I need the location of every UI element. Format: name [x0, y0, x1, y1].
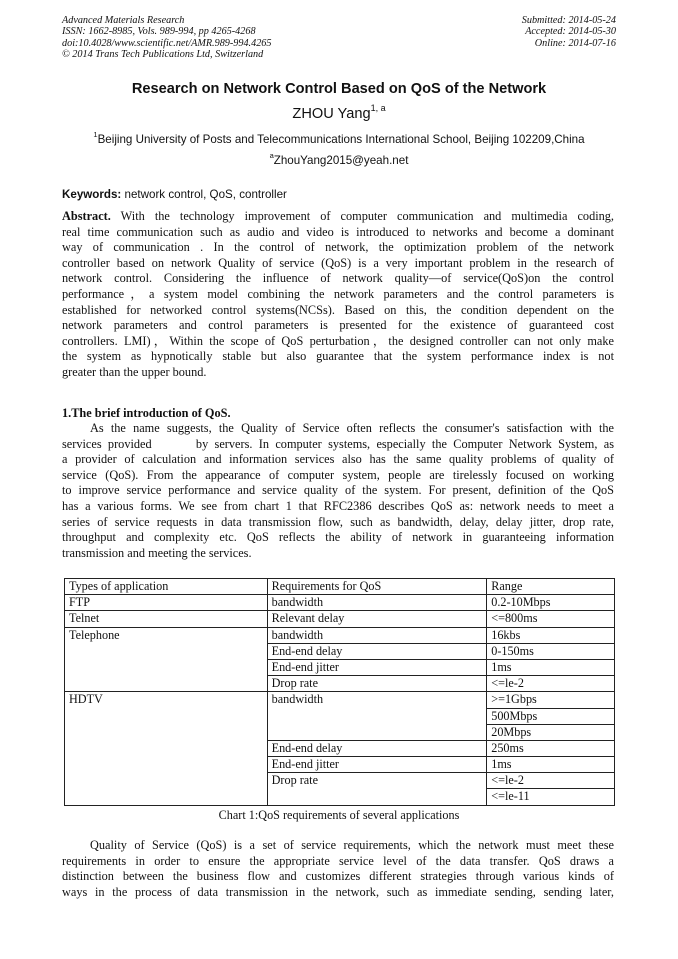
- table-caption: Chart 1:QoS requirements of several applications: [218, 808, 460, 822]
- table-cell: <=le-11: [487, 789, 615, 805]
- body-line: distinction between the business flow and customizes different strategies through various kinds of: [62, 869, 614, 884]
- email-sup: a: [269, 151, 274, 160]
- table-cell: Telnet: [65, 611, 268, 627]
- table-header-cell: Range: [487, 579, 615, 595]
- doi-line: doi:10.4028/www.scientific.net/AMR.989-994.4265: [62, 37, 272, 49]
- table-cell: FTP: [65, 595, 268, 611]
- table-cell: HDTV: [65, 692, 268, 805]
- body-line: to improve service performance and service quality of the system. For present, definition of the QoS: [62, 483, 614, 498]
- table-cell: 1ms: [487, 757, 615, 773]
- table-cell: 16kbs: [487, 627, 615, 643]
- issn-line: ISSN: 1662-8985, Vols. 989-994, pp 4265-4268: [62, 26, 256, 38]
- table-cell: Drop rate: [267, 773, 487, 805]
- table-header-cell: Requirements for QoS: [267, 579, 487, 595]
- table-cell: 0-150ms: [487, 643, 615, 659]
- abstract-label: Abstract.: [62, 209, 111, 223]
- body-line: series of service requests in data transmission flow, such as bandwidth, delay, delay jitter, drop rate,: [62, 514, 614, 529]
- body-line: a provider of calculation and information services also has the same quality problems of quality of: [62, 452, 614, 467]
- table-cell: Relevant delay: [267, 611, 487, 627]
- abstract-line: way of communication . In the control of network, the optimization problem of the network: [62, 240, 614, 255]
- table-cell: >=1Gbps: [487, 692, 615, 708]
- table-cell: End-end delay: [267, 643, 487, 659]
- table-header-row: [65, 579, 615, 595]
- table-row: [65, 611, 615, 627]
- author: [0, 104, 678, 122]
- table-cell: End-end delay: [267, 740, 487, 756]
- abstract-line: controller based on network Quality of service (QoS) is a very important problem in the research of: [62, 255, 614, 270]
- affiliation-sup: 1: [93, 130, 98, 139]
- abstract-line: the system as hypnotically stable but also guarantee that the system performance index is not: [62, 349, 614, 364]
- keywords-text: network control, QoS, controller: [121, 188, 287, 201]
- abstract-line: established for networked control systems(NCSs). Based on this, the condition dependent on the: [62, 302, 614, 317]
- table-header-cell: Types of application: [65, 579, 268, 595]
- abstract-line: controllers. LMI)，Within the scope of QoS perturbation，the designed controller can not only make: [62, 333, 614, 348]
- author-email: [0, 152, 678, 167]
- author-sup: 1, a: [370, 103, 386, 113]
- table-row: [65, 692, 615, 708]
- paper-title: Research on Network Control Based on QoS of the Network: [131, 81, 547, 97]
- body-line: service (QoS). From the appearance of computer system, people are tirelessly focused on working: [62, 467, 614, 482]
- abstract: [62, 209, 614, 381]
- body-line: services provided by servers. In computer systems, especially the Computer Network System, as: [62, 436, 614, 451]
- table-row: [65, 627, 615, 643]
- table-cell: <=le-2: [487, 676, 615, 692]
- table-cell: Telephone: [65, 627, 268, 692]
- table-cell: bandwidth: [267, 595, 487, 611]
- body-line: requirements in order to ensure the appropriate service level of the data transfer. QoS draws a: [62, 853, 614, 868]
- table-cell: Drop rate: [267, 676, 487, 692]
- section1-paragraph: [62, 421, 614, 561]
- table-cell: bandwidth: [267, 692, 487, 741]
- abstract-line: network parameters and control parameters is presented for the existence of guaranteed cost: [62, 318, 614, 333]
- paragraph-2: [62, 838, 614, 900]
- keywords-label: Keywords:: [62, 188, 122, 201]
- body-line: throughput and complexity etc. QoS reflects the ability of network in guaranteeing information: [62, 530, 614, 545]
- body-line: As the name suggests, the Quality of Service often reflects the consumer's satisfaction with the: [90, 421, 614, 435]
- table-cell: 500Mbps: [487, 708, 615, 724]
- table-cell: End-end jitter: [267, 757, 487, 773]
- table-cell: 20Mbps: [487, 724, 615, 740]
- abstract-line: network control. Considering the influence of network quality—of service(QoS)on the control: [62, 271, 614, 286]
- qos-requirements-table: [64, 578, 615, 806]
- abstract-line: performance，a system model combining the network parameters and the control parameters is: [62, 286, 614, 301]
- body-line: ways in the process of data transmission in the network, such as immediate sending, sending later,: [62, 884, 614, 899]
- author-name: ZHOU Yang: [292, 105, 371, 122]
- submitted-date: Submitted: 2014-05-24: [521, 15, 616, 26]
- table-cell: End-end jitter: [267, 659, 487, 675]
- online-date: Online: 2014-07-16: [534, 37, 616, 49]
- affiliation-text: Beijing University of Posts and Telecommunications International School, Beijing 102209,China: [97, 132, 585, 146]
- copyright-line: © 2014 Trans Tech Publications Ltd, Switzerland: [62, 49, 264, 61]
- body-line: transmission and meeting the services.: [62, 545, 252, 560]
- table-cell: 1ms: [487, 659, 615, 675]
- journal-info: [62, 15, 271, 61]
- table-cell: 0.2-10Mbps: [487, 595, 615, 611]
- dates-info: [522, 15, 616, 49]
- keywords: [62, 188, 287, 201]
- body-line: has a various forms. We see from chart 1 that RFC2386 describes QoS as: network needs to meet a: [62, 498, 614, 513]
- email-text: ZhouYang2015@yeah.net: [273, 153, 409, 167]
- table-cell: <=800ms: [487, 611, 615, 627]
- section-heading: 1.The brief introduction of QoS.: [62, 406, 231, 420]
- table-row: [65, 595, 615, 611]
- abstract-line: Abstract. With the technology improvement of computer communication and multimedia coding,: [62, 209, 614, 223]
- journal-name: Advanced Materials Research: [62, 15, 185, 26]
- table-cell: <=le-2: [487, 773, 615, 789]
- affiliation: [0, 131, 678, 146]
- table-cell: 250ms: [487, 740, 615, 756]
- table-cell: bandwidth: [267, 627, 487, 643]
- abstract-line: real time communication such as audio and video is introduced to networks and become a dominant: [62, 224, 614, 239]
- accepted-date: Accepted: 2014-05-30: [525, 26, 616, 38]
- abstract-line: greater than the upper bound.: [62, 364, 207, 379]
- body-line: Quality of Service (QoS) is a set of service requirements, which the network must meet these: [90, 838, 614, 852]
